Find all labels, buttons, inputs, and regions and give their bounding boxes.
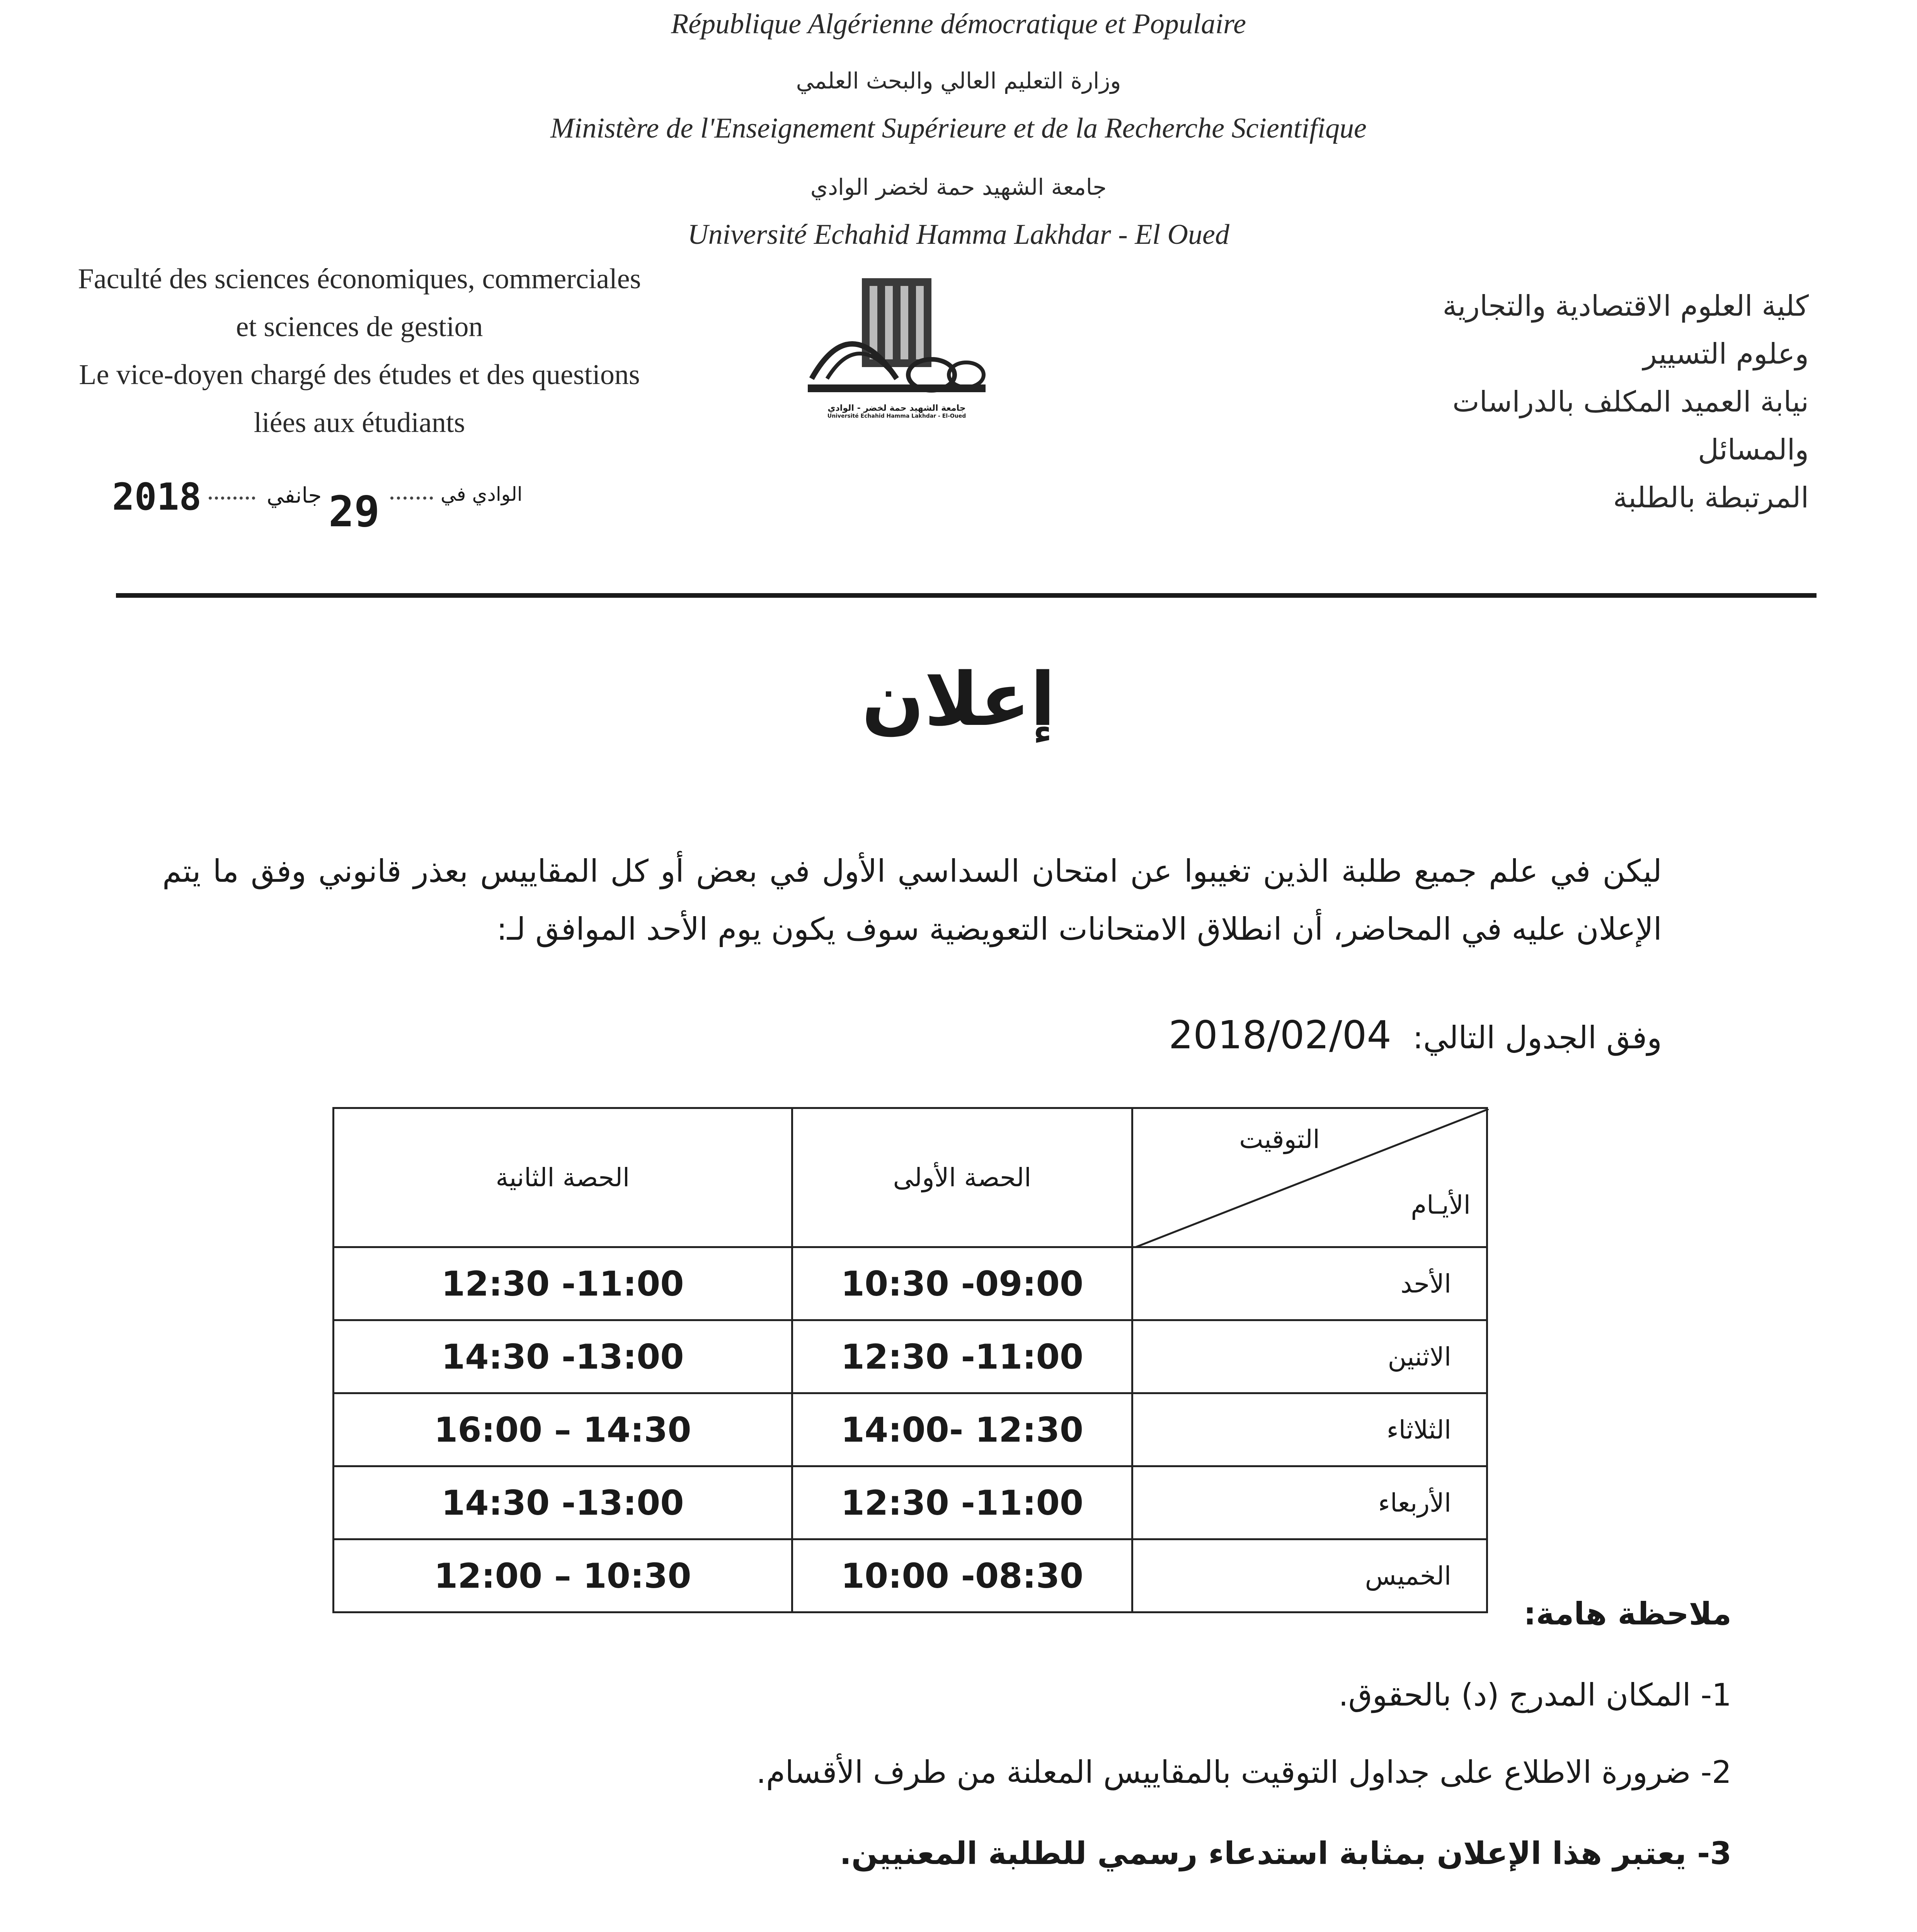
university-french: Université Echahid Hamma Lakhdar - El Oued — [688, 219, 1229, 250]
date-dots-2 — [390, 497, 433, 500]
faculty-ar-line1: كلية العلوم الاقتصادية والتجارية — [1442, 289, 1809, 323]
faculty-ar-line2: وعلوم التسيير — [1643, 337, 1809, 371]
corner-label-time: التوقيت — [1239, 1124, 1320, 1154]
body-paragraph: ليكن في علم جميع طلبة الذين تغيبوا عن امتحان السداسي الأول في بعض أو كل المقاييس بعذر قانوني وفق ما يتم الإعلان عليه في المحاضر، أن انطلاق الامتحانات التعويضية سوف يكون يوم الأحد الموافق لـ: — [162, 853, 1662, 947]
row-first-session: 14:00- 12:30 — [792, 1393, 1132, 1466]
republic-title: République Algérienne démocratique et Populaire — [671, 8, 1246, 40]
logo-building-icon — [804, 263, 989, 402]
row-second-session: 16:00 – 14:30 — [334, 1393, 792, 1466]
ministry-arabic: وزارة التعليم العالي والبحث العلمي — [796, 68, 1121, 94]
note-item-3: 3- يعتبر هذا الإعلان بمثابة استدعاء رسمي للطلبة المعنيين. — [839, 1835, 1731, 1871]
row-first-session: 10:00 -08:30 — [792, 1539, 1132, 1612]
table-header-row — [334, 1108, 1487, 1247]
notes-heading: ملاحظة هامة: — [1524, 1596, 1731, 1632]
row-first-session: 12:30 -11:00 — [792, 1320, 1132, 1393]
ministry-french: Ministère de l'Enseignement Supérieure et de la Recherche Scientifique — [550, 112, 1367, 144]
row-first-session: 12:30 -11:00 — [792, 1466, 1132, 1539]
row-second-session: 12:30 -11:00 — [334, 1247, 792, 1320]
corner-label-days: الأيـام — [1411, 1190, 1471, 1220]
row-second-session: 12:00 – 10:30 — [334, 1539, 792, 1612]
header-corner-cell — [1132, 1108, 1487, 1247]
body-after-date: وفق الجدول التالي: — [1413, 1020, 1662, 1056]
row-day: الخميس — [1132, 1539, 1487, 1612]
schedule-table — [332, 1107, 1488, 1613]
faculty-ar-line4: المرتبطة بالطلبة — [1613, 481, 1809, 514]
date-day: 29 — [329, 487, 380, 536]
table-row — [334, 1393, 1487, 1466]
faculty-fr-line1: Faculté des sciences économiques, commerciales — [78, 263, 641, 295]
logo-text-french: Université Echahid Hamma Lakhdar - El-Oued — [827, 413, 966, 419]
university-arabic: جامعة الشهيد حمة لخضر الوادي — [810, 174, 1107, 200]
note-item-2: 2- ضرورة الاطلاع على جداول التوقيت بالمقاييس المعلنة من طرف الأقسام. — [756, 1754, 1731, 1790]
body-date-line — [162, 1012, 1662, 1058]
header-first-session: الحصة الأولى — [792, 1108, 1132, 1247]
table-row — [334, 1320, 1487, 1393]
row-day: الأربعاء — [1132, 1466, 1487, 1539]
date-month: جانفي — [267, 483, 322, 508]
table-row — [334, 1466, 1487, 1539]
row-second-session: 14:30 -13:00 — [334, 1320, 792, 1393]
faculty-fr-line4: liées aux étudiants — [254, 407, 465, 439]
faculty-arabic-block — [1353, 282, 1809, 522]
date-year: 2018 — [112, 475, 202, 519]
university-logo — [804, 263, 989, 433]
faculty-fr-line2: et sciences de gestion — [236, 311, 483, 343]
row-day: الاثنين — [1132, 1320, 1487, 1393]
body-date-value: 2018/02/04 — [1168, 1012, 1391, 1058]
header-second-session: الحصة الثانية — [334, 1108, 792, 1247]
faculty-french-block — [31, 255, 688, 447]
row-day: الثلاثاء — [1132, 1393, 1487, 1466]
announcement-title: إعلان — [861, 657, 1056, 742]
note-item-1: 1- المكان المدرج (د) بالحقوق. — [1338, 1677, 1731, 1713]
row-day: الأحد — [1132, 1247, 1487, 1320]
faculty-fr-line3: Le vice-doyen chargé des études et des questions — [79, 359, 640, 391]
row-first-session: 10:30 -09:00 — [792, 1247, 1132, 1320]
header-divider — [116, 593, 1817, 598]
faculty-ar-line3: نيابة العميد المكلف بالدراسات والمسائل — [1452, 385, 1809, 466]
row-second-session: 14:30 -13:00 — [334, 1466, 792, 1539]
table-row — [334, 1247, 1487, 1320]
date-place: الوادي في — [441, 483, 523, 505]
date-line — [112, 475, 537, 536]
logo-text-arabic: جامعة الشهيد حمة لخضر - الوادي — [827, 403, 966, 413]
date-dots-1 — [209, 497, 255, 500]
